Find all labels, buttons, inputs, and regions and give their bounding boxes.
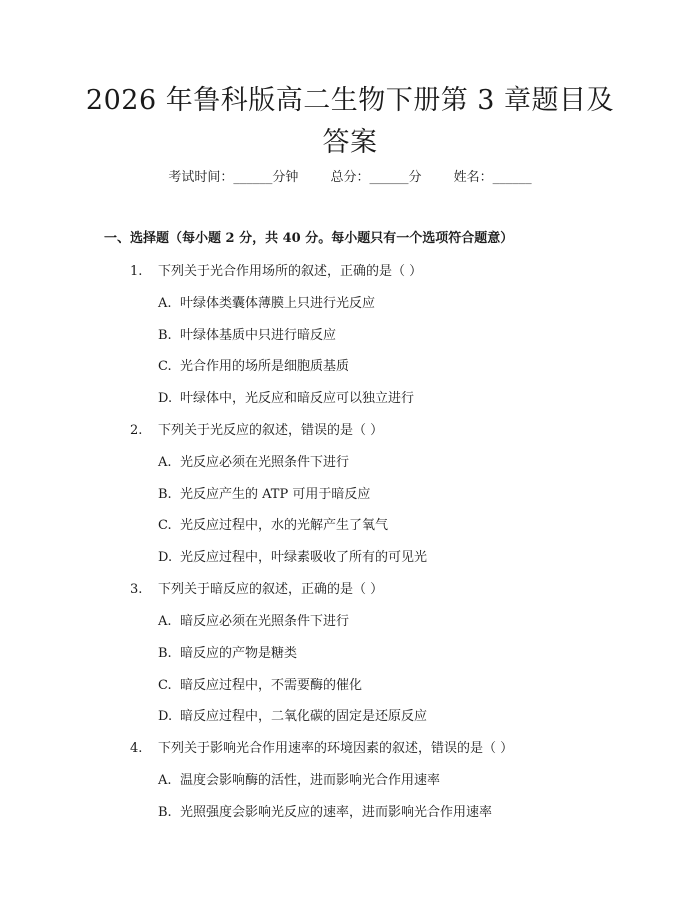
question-3-option-a — [158, 612, 349, 632]
question-2-option-b — [158, 485, 370, 505]
option-text: 温度会影响酶的活性，进而影响光合作用速率 — [180, 773, 441, 788]
student-name-field: 姓名：______ — [453, 170, 532, 185]
question-number: 4. — [130, 741, 143, 756]
option-letter: C. — [158, 518, 172, 533]
question-1 — [130, 262, 422, 282]
option-letter: B. — [158, 487, 172, 502]
question-1-option-d — [158, 389, 414, 409]
option-text: 叶绿体中，光反应和暗反应可以独立进行 — [180, 391, 415, 406]
option-letter: A. — [158, 773, 172, 788]
question-3-option-b — [158, 644, 297, 664]
option-text: 光反应过程中，叶绿素吸收了所有的可见光 — [180, 550, 428, 565]
option-letter: D. — [158, 391, 173, 406]
question-4-option-a — [158, 771, 440, 791]
question-2-option-a — [158, 453, 349, 473]
option-text: 暗反应过程中，二氧化碳的固定是还原反应 — [180, 709, 428, 724]
option-text: 光合作用的场所是细胞质基质 — [180, 359, 350, 374]
question-3-option-c — [158, 676, 362, 696]
option-letter: B. — [158, 328, 172, 343]
option-text: 暗反应必须在光照条件下进行 — [180, 614, 350, 629]
option-text: 暗反应的产物是糖类 — [180, 646, 298, 661]
option-text: 暗反应过程中，不需要酶的催化 — [180, 678, 363, 693]
option-letter: A. — [158, 614, 172, 629]
exam-time-field: 考试时间：______分钟 — [168, 170, 299, 185]
question-4-option-b — [158, 803, 492, 823]
exam-meta — [0, 168, 700, 188]
option-text: 光照强度会影响光反应的速率，进而影响光合作用速率 — [180, 805, 493, 820]
option-letter: C. — [158, 678, 172, 693]
question-text: 下列关于影响光合作用速率的环境因素的叙述，错误的是（ ） — [158, 741, 514, 756]
total-score-field: 总分：______分 — [330, 170, 422, 185]
option-text: 叶绿体基质中只进行暗反应 — [180, 328, 337, 343]
question-2 — [130, 421, 383, 441]
question-4 — [130, 739, 513, 759]
question-number: 3. — [130, 582, 143, 597]
document-title: 2026 年鲁科版高二生物下册第 3 章题目及答案 — [85, 85, 615, 158]
question-1-option-c — [158, 357, 349, 377]
option-text: 光反应必须在光照条件下进行 — [180, 455, 350, 470]
option-text: 叶绿体类囊体薄膜上只进行光反应 — [180, 296, 376, 311]
question-3-option-d — [158, 707, 427, 727]
option-letter: D. — [158, 709, 173, 724]
question-text: 下列关于光合作用场所的叙述，正确的是（ ） — [158, 264, 423, 279]
question-2-option-d — [158, 548, 427, 568]
option-text: 光反应过程中，水的光解产生了氧气 — [180, 518, 389, 533]
question-2-option-c — [158, 516, 388, 536]
section-heading: 一、选择题（每小题 2 分，共 40 分。每小题只有一个选项符合题意） — [104, 231, 514, 246]
option-letter: A. — [158, 455, 172, 470]
option-letter: C. — [158, 359, 172, 374]
question-number: 2. — [130, 423, 143, 438]
option-letter: D. — [158, 550, 173, 565]
question-1-option-b — [158, 326, 336, 346]
question-text: 下列关于光反应的叙述，错误的是（ ） — [158, 423, 384, 438]
question-1-option-a — [158, 294, 375, 314]
option-letter: A. — [158, 296, 172, 311]
question-number: 1. — [130, 264, 143, 279]
option-letter: B. — [158, 805, 172, 820]
question-text: 下列关于暗反应的叙述，正确的是（ ） — [158, 582, 384, 597]
option-text: 光反应产生的 ATP 可用于暗反应 — [180, 487, 371, 502]
option-letter: B. — [158, 646, 172, 661]
question-3 — [130, 580, 383, 600]
